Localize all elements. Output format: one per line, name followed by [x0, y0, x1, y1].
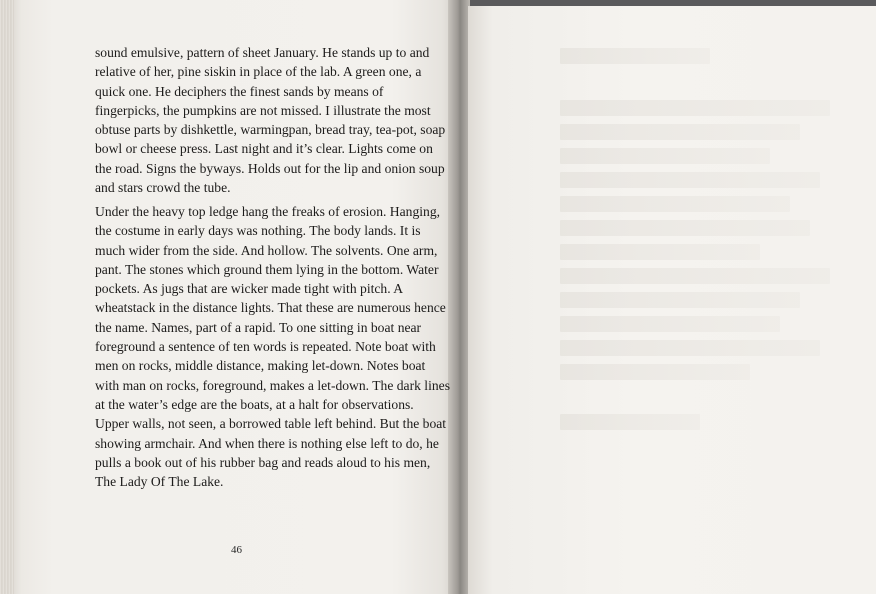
paragraph-1: sound emulsive, pattern of sheet January. He stands up to and relative of her, pine siskin in place of the lab. A green one, a quick one. He deciphers the finest sands by means of fingerpicks, the pumpkins are not missed. I illustrate the most obtuse parts by dishkettle, warmingpan, bread tray, tea-pot, soap bowl or cheese press. Last night and it’s clear. Lights come on the road. Signs the byways. Holds out for the lip and onion soup and stars crowd the tube.: [95, 45, 446, 196]
book-gutter: [448, 0, 470, 594]
page-edges: [0, 0, 14, 594]
paragraph-2: Under the heavy top ledge hang the freaks of erosion. Hanging, the costume in early days was nothing. The body lands. It is much wider from the side. And hollow. The solvents. One arm, pant. The stones which ground them lying in the bottom. Water pockets. As jugs that are wicker made tight with pitch. A wheatstack in the distance lights. That these are numerous hence the name. Names, part of a rapid. To one sitting in boat near foreground a sentence of ten words is repeated. Note boat with men on rocks, middle distance, making let-down. Notes boat with man on rocks, foreground, makes a let-down. The dark lines at the water’s edge are the boats, at a halt for observations. Upper walls, not seen, a borrowed table left behind. But the boat showing armchair. And when there is nothing else left to do, he pulls a book out of his rubber bag and reads aloud to his men, The Lady Of The Lake.: [95, 204, 450, 490]
show-through-text: [560, 48, 850, 438]
page-number: 46: [231, 544, 242, 556]
